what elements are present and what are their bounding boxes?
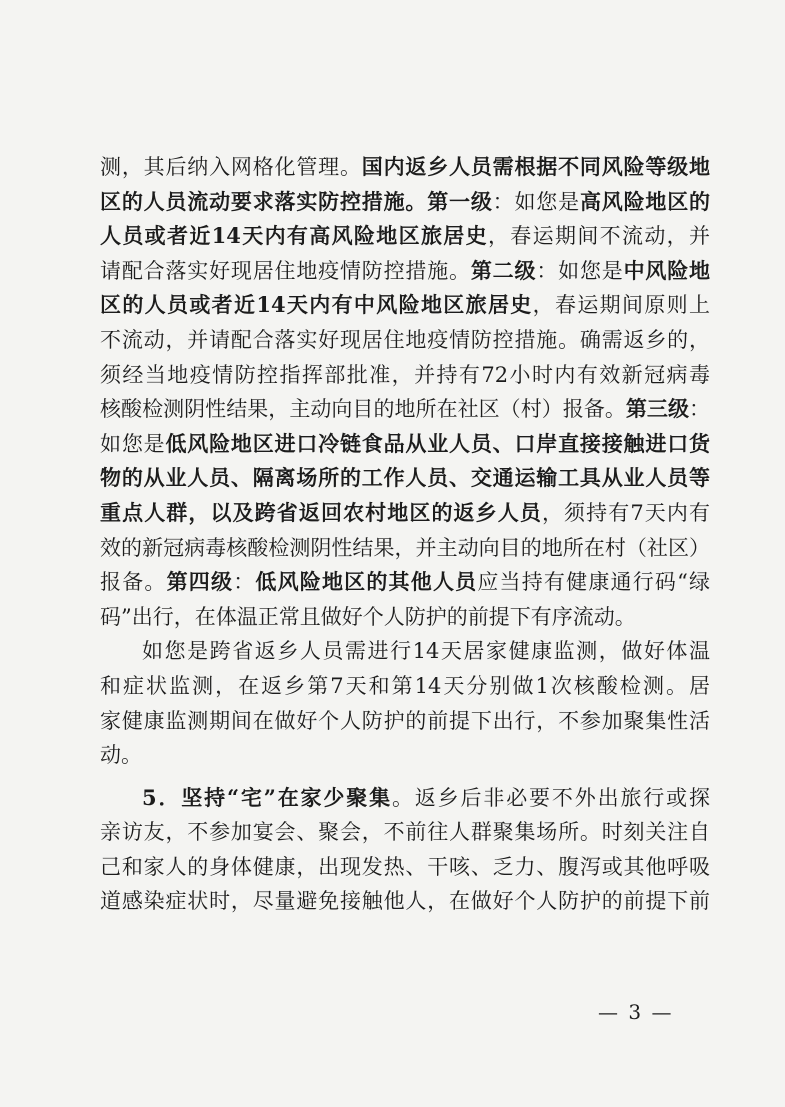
bold-run: 低风险地区进口冷链食品从业人员、口岸直接接触进口货: [165, 430, 710, 456]
page-number: — 3 —: [598, 1000, 674, 1024]
bold-run: 区的人员流动要求落实防控措施。第一级: [100, 188, 493, 214]
bold-run: 第二级: [470, 257, 537, 283]
body-text: [100, 150, 710, 919]
text-line: [100, 358, 710, 393]
text-run: 报备。: [100, 570, 167, 595]
text-line: [100, 850, 710, 885]
text-run: 请配合落实好现居住地疫情防控措施。: [100, 258, 471, 283]
text-line: [100, 884, 710, 919]
bold-run: 国内返乡人员需根据不同风险等级地: [361, 154, 710, 179]
text-run: 亲访友，不参加宴会、聚会，不前往人群聚集场所。时刻关注自: [100, 820, 710, 845]
bold-run: 低风险地区的其他人员: [255, 569, 478, 595]
text-run: ，春运期间原则上: [532, 293, 710, 318]
bold-run: 重点人群，以及跨省返回农村地区的返乡人员: [100, 499, 542, 525]
text-line: [100, 150, 710, 185]
text-line: [100, 738, 710, 773]
text-line: [100, 704, 710, 739]
text-run: 道感染症状时，尽量避免接触他人，在做好个人防护的前提下前: [100, 889, 710, 914]
text-run: 码”出行，在体温正常且做好个人防护的前提下有序流动。: [100, 604, 636, 629]
text-line: [100, 531, 710, 566]
bold-run: 人员或者近14天内有高风险地区旅居史: [100, 223, 488, 249]
text-run: 和症状监测，在返乡第7天和第14天分别做1次核酸检测。居: [100, 673, 710, 698]
bold-run: 高风险地区的: [579, 188, 710, 214]
text-line: [100, 565, 710, 600]
text-line: [100, 669, 710, 704]
text-run: 应当持有健康通行码“绿: [477, 570, 710, 595]
text-run: ，春运期间不流动，并: [487, 224, 710, 249]
text-line: [100, 254, 710, 289]
text-run: ：如您是: [492, 189, 580, 214]
text-run: 不流动，并请配合落实好现居住地疫情防控措施。确需返乡的，: [100, 327, 710, 352]
text-run: 如您是跨省返乡人员需进行14天居家健康监测，做好体温: [142, 639, 710, 664]
text-run: 己和家人的身体健康，出现发热、干咳、乏力、腹泻或其他呼吸: [100, 854, 710, 879]
text-line: [100, 781, 710, 816]
text-line: [100, 461, 710, 496]
bold-run: 第四级: [166, 569, 234, 595]
bold-run: 5．坚持“宅”在家少聚集: [142, 784, 392, 810]
text-line: [100, 600, 710, 635]
text-run: 测，其后纳入网格化管理。: [100, 155, 362, 179]
text-line: [100, 219, 710, 254]
text-run: ，须持有7天内有: [541, 500, 710, 525]
text-run: ：: [233, 570, 256, 595]
text-line: [100, 323, 710, 358]
text-run: 家健康监测期间在做好个人防护的前提下出行，不参加聚集性活: [100, 708, 710, 733]
text-run: 。返乡后非必要不外出旅行或探: [391, 785, 710, 810]
text-line: [100, 815, 710, 850]
text-line: [100, 288, 710, 323]
text-run: 核酸检测阴性结果，主动向目的地所在社区（村）报备。: [100, 397, 626, 422]
bold-run: 中风险地: [623, 257, 710, 283]
text-line: [100, 185, 710, 220]
text-run: ：如您是: [536, 258, 624, 283]
text-run: 须经当地疫情防控指挥部批准，并持有72小时内有效新冠病毒: [100, 362, 710, 387]
text-run: ：: [689, 397, 710, 422]
text-line: [100, 634, 710, 669]
text-line: [100, 392, 710, 427]
text-line: [100, 496, 710, 531]
bold-run: 第三级: [625, 396, 689, 422]
text-run: 如您是: [100, 431, 166, 456]
text-line: [100, 427, 710, 462]
bold-run: 物的从业人员、隔离场所的工作人员、交通运输工具从业人员等: [100, 465, 710, 491]
text-run: 效的新冠病毒核酸检测阴性结果，并主动向目的地所在村（社区）: [100, 535, 710, 560]
bold-run: 区的人员或者近14天内有中风险地区旅居史: [100, 292, 533, 318]
text-run: 动。: [100, 743, 142, 768]
